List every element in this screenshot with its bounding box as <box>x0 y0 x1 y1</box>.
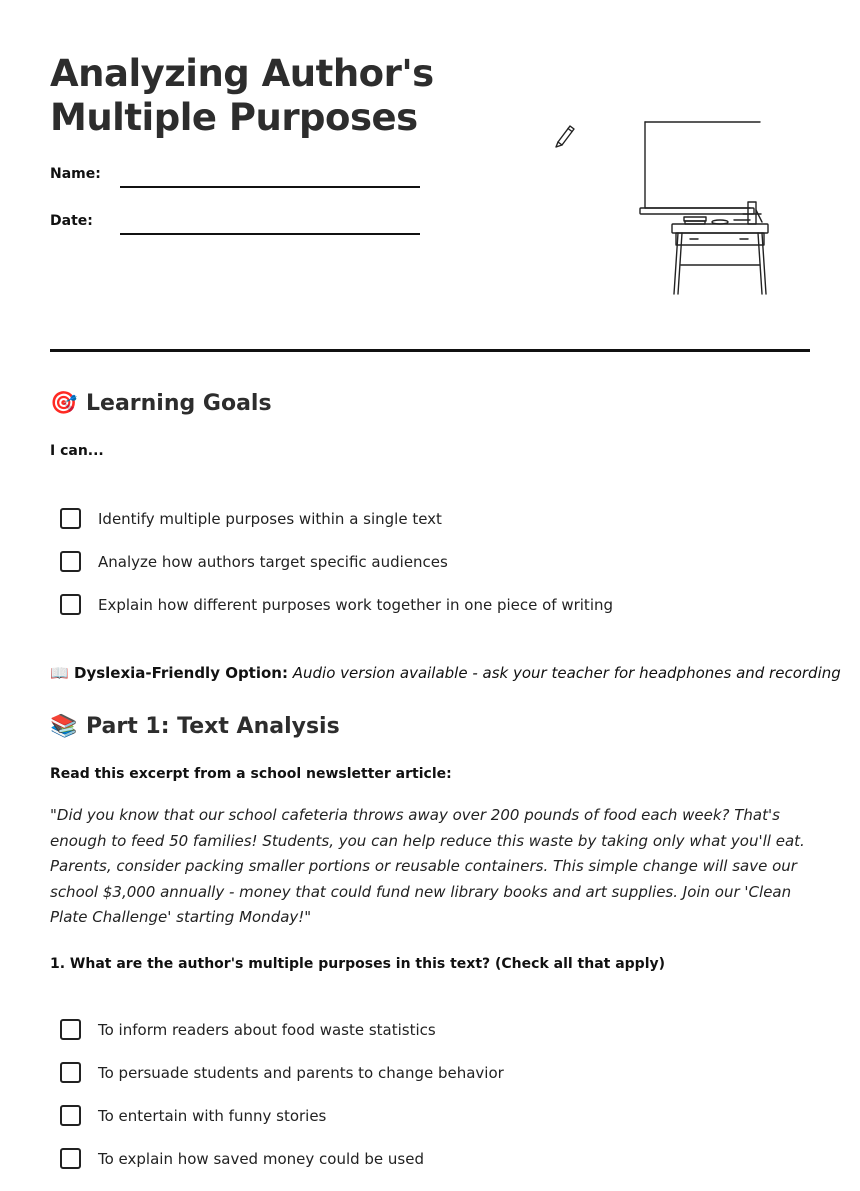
goal-checkbox[interactable] <box>60 551 81 572</box>
chalkboard-icon <box>640 122 760 214</box>
part-1-heading-text: Part 1: Text Analysis <box>86 714 340 739</box>
goal-checkbox[interactable] <box>60 508 81 529</box>
purpose-checkbox[interactable] <box>60 1019 81 1040</box>
name-label: Name: <box>50 166 101 182</box>
purpose-label: To explain how saved money could be used <box>98 1150 424 1168</box>
header-divider <box>50 349 810 352</box>
excerpt-instruction: Read this excerpt from a school newsletter article: <box>50 766 452 782</box>
goal-label: Explain how different purposes work together in one piece of writing <box>98 596 614 614</box>
part-1-heading <box>50 712 340 742</box>
dyslexia-friendly-note <box>50 663 841 683</box>
desk-icon <box>672 202 768 294</box>
classroom-illustration <box>550 110 790 310</box>
date-field-row <box>50 211 420 239</box>
purpose-label: To persuade students and parents to change behavior <box>98 1064 504 1082</box>
books-icon: 📚 <box>50 714 78 739</box>
name-input-line[interactable] <box>120 186 420 188</box>
learning-goals-heading-text: Learning Goals <box>86 391 272 416</box>
dyslexia-option-text: Audio version available - ask your teacher for headphones and recording <box>292 664 841 682</box>
date-input-line[interactable] <box>120 233 420 235</box>
newsletter-excerpt: "Did you know that our school cafeteria throws away over 200 pounds of food each week? That's enough to feed 50 families! Students, you can help reduce this waste by taking only what you'll eat. Parents, consider packing smaller portions or reusable containers. This simple change will save our school $3,000 annually - money that could fund new library books and art supplies. Join our 'Clean Plate Challenge' starting Monday!" <box>50 806 805 926</box>
purpose-label: To entertain with funny stories <box>98 1107 327 1125</box>
page-title: Analyzing Author's Multiple Purposes <box>50 52 434 139</box>
worksheet-page <box>50 0 841 1168</box>
open-book-icon: 📖 <box>50 664 69 682</box>
goal-label: Identify multiple purposes within a single text <box>98 510 442 528</box>
goal-label: Analyze how authors target specific audiences <box>98 553 448 571</box>
name-field-row <box>50 164 420 192</box>
pencil-icon <box>556 126 574 147</box>
date-label: Date: <box>50 213 93 229</box>
goal-checkbox[interactable] <box>60 594 81 615</box>
question-1-prompt: 1. What are the author's multiple purposes in this text? (Check all that apply) <box>50 956 666 972</box>
i-can-label: I can... <box>50 443 104 459</box>
purpose-checkbox[interactable] <box>60 1148 81 1169</box>
purpose-label: To inform readers about food waste statistics <box>98 1021 436 1039</box>
target-icon: 🎯 <box>50 391 78 416</box>
purpose-checkbox[interactable] <box>60 1105 81 1126</box>
dyslexia-option-label: Dyslexia-Friendly Option: <box>74 664 288 682</box>
learning-goals-heading <box>50 389 272 419</box>
purpose-checkbox[interactable] <box>60 1062 81 1083</box>
